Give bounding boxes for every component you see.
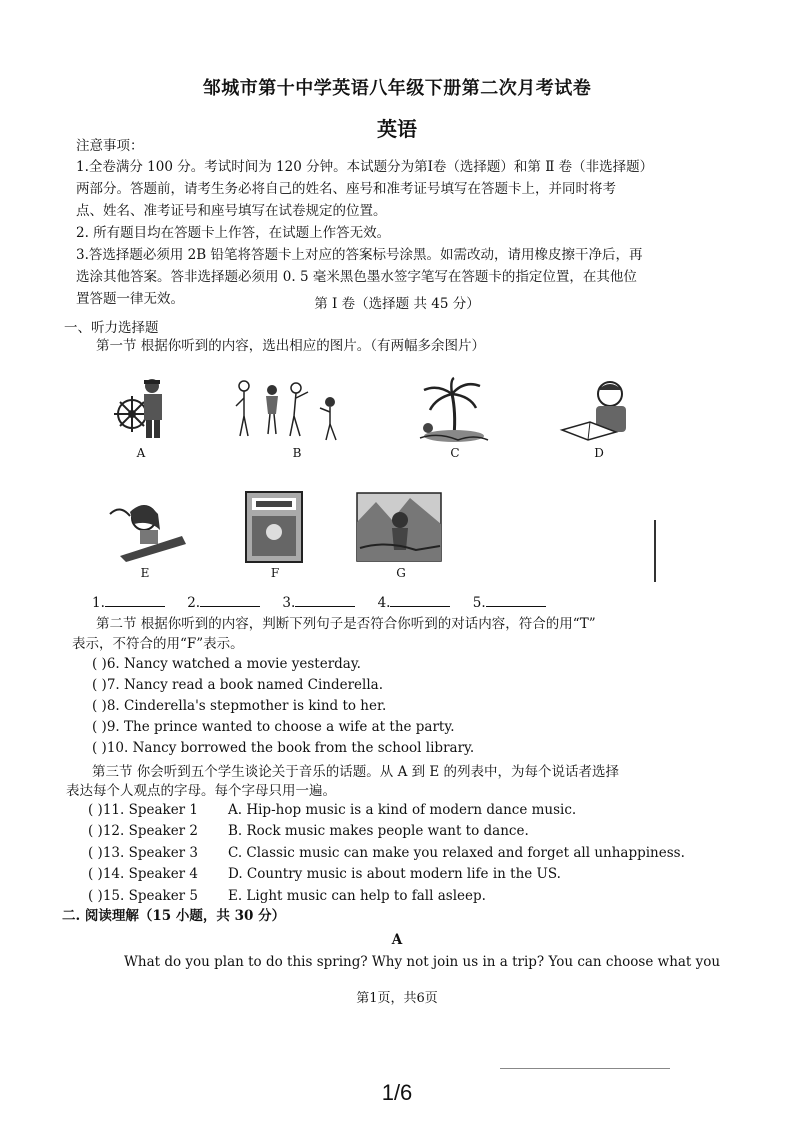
blank-1-number: 1. [92, 595, 105, 611]
picture-a-label: A [136, 446, 146, 460]
subject-title: 英语 [377, 117, 417, 141]
listening-section-title: 一、听力选择题 [64, 320, 159, 336]
picture-f-book-cover [244, 490, 304, 564]
picture-b-dancers [232, 378, 348, 444]
tf-question-9: ( )9. The prince wanted to choose a wife at the party. [92, 719, 455, 735]
music-option-c: C. Classic music can make you relaxed and forget all unhappiness. [228, 845, 685, 861]
notes-item3-line1: 3.答选择题必须用 2B 铅笔将答题卡上对应的答案标号涂黑。如需改动，请用橡皮擦干净后，再 [76, 247, 643, 263]
blank-3-number: 3. [282, 595, 296, 611]
blank-2-number: 2. [187, 595, 201, 611]
passage-label: A [391, 932, 403, 948]
tf-question-8: ( )8. Cinderella's stepmother is kind to her. [92, 698, 387, 714]
picture-b-label: B [292, 446, 302, 460]
blank-4-number: 4. [377, 595, 391, 611]
speaker-2-item: ( )12. Speaker 2 [88, 823, 199, 839]
blank-1[interactable] [105, 594, 165, 607]
scan-line [500, 1068, 670, 1069]
picture-g-label: G [396, 566, 406, 580]
scan-mark [654, 520, 656, 582]
blank-2[interactable] [200, 594, 260, 607]
reading-section-title: 二. 阅读理解（15 小题，共 30 分） [62, 908, 286, 924]
notes-item2: 2. 所有题目均在答题卡上作答，在试题上作答无效。 [76, 225, 391, 241]
passage-first-line: What do you plan to do this spring? Why not join us in a trip? You can choose what you [124, 954, 721, 970]
notes-item3-line2: 选涂其他答案。答非选择题必须用 0. 5 毫米黑色墨水签字笔写在答题卡的指定位置，在其他位 [76, 269, 637, 285]
picture-d-boy-reading [556, 378, 640, 444]
viewer-page-indicator: 1/6 [381, 1080, 413, 1105]
picture-d-label: D [594, 446, 604, 460]
music-option-a: A. Hip-hop music is a kind of modern dance music. [228, 802, 577, 818]
blank-4[interactable] [390, 594, 450, 607]
answer-blanks-row [92, 594, 564, 611]
speaker-5-item: ( )15. Speaker 5 [88, 888, 199, 904]
notes-heading: 注意事项： [76, 138, 144, 154]
page-footer: 第1页，共6页 [356, 991, 438, 1006]
picture-a-ship-wheel [108, 372, 178, 444]
music-option-d: D. Country music is about modern life in the US. [228, 866, 561, 882]
notes-item3-line3: 置答题一律无效。 [76, 291, 184, 307]
tf-question-6: ( )6. Nancy watched a movie yesterday. [92, 656, 361, 672]
notes-body [76, 156, 686, 310]
section1-instruction: 第一节 根据你听到的内容，选出相应的图片。（有两幅多余图片） [96, 338, 486, 354]
music-option-b: B. Rock music makes people want to dance. [228, 823, 529, 839]
blank-5-number: 5. [472, 595, 486, 611]
exam-title: 邹城市第十中学英语八年级下册第二次月考试卷 [202, 78, 592, 99]
section2-instruction-line1: 第二节 根据你听到的内容，判断下列句子是否符合你听到的对话内容，符合的用“T” [96, 616, 596, 632]
picture-g-outdoor-scene [356, 492, 442, 562]
tf-question-10: ( )10. Nancy borrowed the book from the school library. [92, 740, 475, 756]
tf-question-7: ( )7. Nancy read a book named Cinderella. [92, 677, 384, 693]
section2-instruction-line2: 表示，不符合的用“F”表示。 [72, 636, 244, 652]
picture-c-label: C [450, 446, 460, 460]
speaker-1-item: ( )11. Speaker 1 [88, 802, 199, 818]
music-option-e: E. Light music can help to fall asleep. [228, 888, 486, 904]
section3-instruction-line1: 第三节 你会听到五个学生谈论关于音乐的话题。从 A 到 E 的列表中，为每个说话者选择 [92, 764, 620, 780]
blank-3[interactable] [295, 594, 355, 607]
picture-e-label: E [140, 566, 150, 580]
speaker-4-item: ( )14. Speaker 4 [88, 866, 199, 882]
notes-item1-line1: 1.全卷满分 100 分。考试时间为 120 分钟。本试题分为第Ⅰ卷（选择题）和第 Ⅱ 卷（非选择题） [76, 159, 654, 175]
notes-item1-line3: 点、姓名、准考证号和座号填写在试卷规定的位置。 [76, 203, 387, 219]
part1-heading: 第 Ⅰ 卷（选择题 共 45 分） [314, 296, 480, 312]
picture-e-girl-book [100, 494, 190, 562]
notes-item1-line2: 两部分。答题前，请考生务必将自己的姓名、座号和准考证号填写在答题卡上，并同时将考 [76, 181, 616, 197]
picture-c-island [418, 376, 490, 444]
picture-f-label: F [270, 566, 280, 580]
section3-instruction-line2: 表达每个人观点的字母。每个字母只用一遍。 [66, 783, 336, 799]
speaker-3-item: ( )13. Speaker 3 [88, 845, 199, 861]
blank-5[interactable] [486, 594, 546, 607]
